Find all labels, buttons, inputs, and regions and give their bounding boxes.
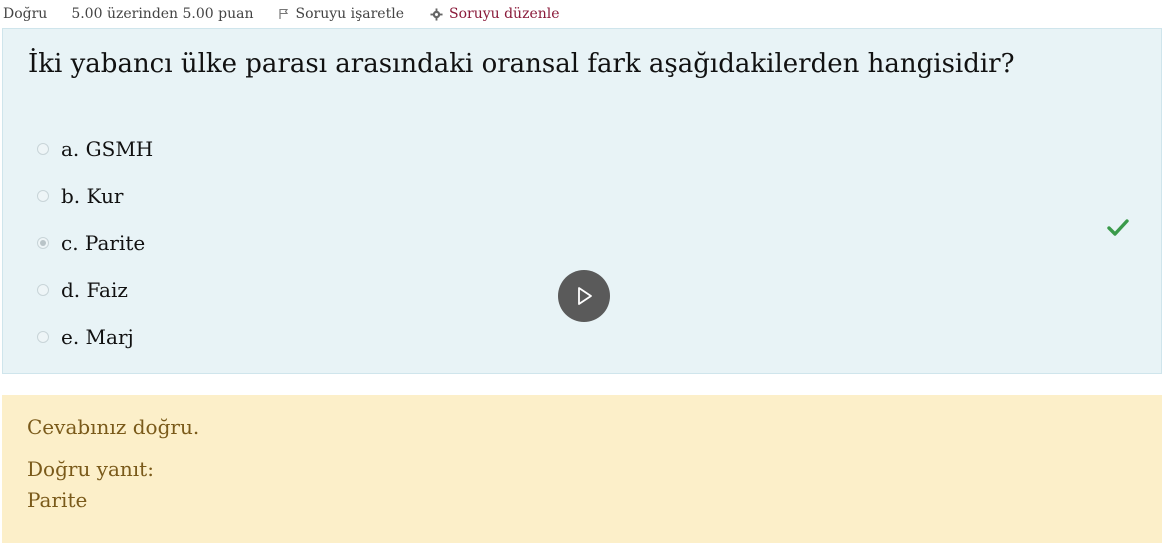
question-panel (2, 28, 1162, 374)
answer-radio[interactable] (37, 331, 49, 343)
question-text: İki yabancı ülke parası arasındaki oransal fark aşağıdakilerden hangisidir? (28, 49, 1015, 79)
flag-question-label: Soruyu işaretle (295, 6, 404, 22)
answer-option-e[interactable] (37, 313, 153, 360)
answer-radio[interactable] (37, 143, 49, 155)
question-state: Doğru (3, 6, 48, 22)
play-icon (573, 285, 595, 307)
answer-label: c. Parite (61, 230, 146, 255)
general-feedback: Cevabınız doğru. (27, 415, 200, 439)
answer-radio[interactable] (37, 284, 49, 296)
gear-icon (430, 8, 443, 21)
answer-label: e. Marj (61, 324, 134, 349)
question-grade: 5.00 üzerinden 5.00 puan (71, 6, 254, 22)
flag-question-link[interactable] (278, 6, 404, 22)
answer-label: d. Faiz (61, 277, 128, 302)
answer-option-a[interactable] (37, 125, 153, 172)
right-answer-value: Parite (27, 488, 88, 512)
answer-option-d[interactable] (37, 266, 153, 313)
answer-label: b. Kur (61, 183, 124, 208)
video-play-button[interactable] (558, 270, 610, 322)
right-answer-label: Doğru yanıt: (27, 457, 154, 481)
answer-radio-selected[interactable] (37, 237, 49, 249)
answer-option-b[interactable] (37, 172, 153, 219)
feedback-panel (2, 395, 1162, 543)
correct-check-icon (1107, 219, 1129, 237)
answer-option-c[interactable] (37, 219, 153, 266)
question-info-bar (0, 0, 1164, 28)
answer-radio[interactable] (37, 190, 49, 202)
edit-question-link[interactable] (430, 6, 560, 22)
flag-icon (278, 8, 290, 20)
answer-list (37, 125, 153, 360)
edit-question-label: Soruyu düzenle (448, 6, 560, 22)
answer-label: a. GSMH (61, 136, 154, 161)
